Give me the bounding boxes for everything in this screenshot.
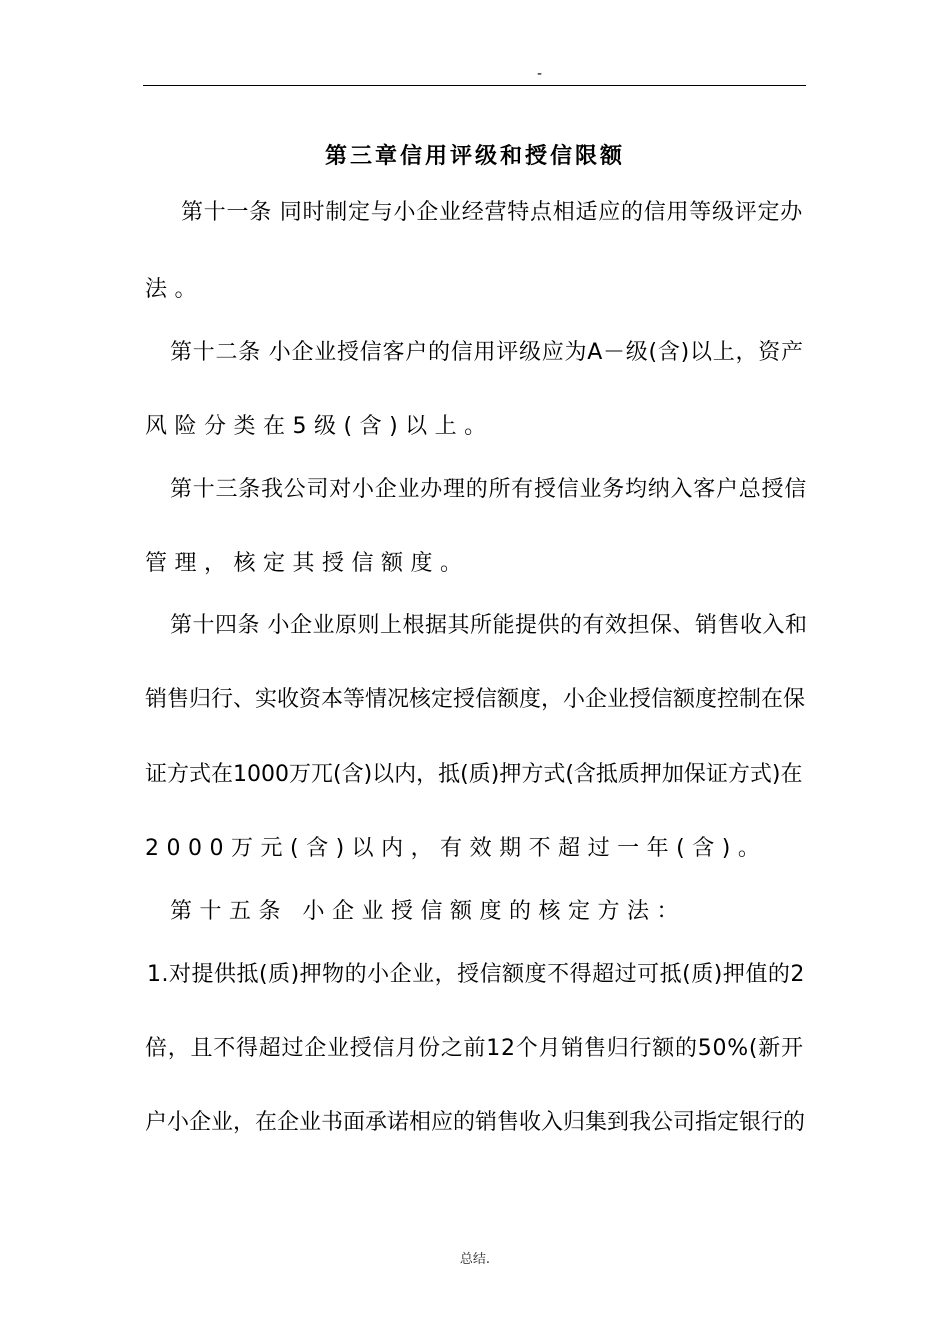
paragraph-line: 第十三条我公司对小企业办理的所有授信业务均纳入客户总授信	[170, 477, 808, 502]
paragraph-line: 2000万元(含)以内，有效期不超过一年(含)。	[145, 836, 768, 861]
header-mark: -	[537, 66, 543, 82]
paragraph-line: 管理，核定其授信额度。	[145, 551, 470, 576]
paragraph-line: 法。	[145, 277, 205, 302]
paragraph-line: 第十五条 小企业授信额度的核定方法：	[170, 899, 686, 924]
paragraph-line: 风险分类在5级(含)以上。	[145, 414, 494, 439]
paragraph-line: 第十二条 小企业授信客户的信用评级应为A－级(含)以上，资产	[170, 340, 804, 365]
paragraph-line: 销售归行、实收资本等情况核定授信额度，小企业授信额度控制在保	[145, 687, 806, 712]
footer-text: 总结.	[459, 1252, 491, 1267]
paragraph-line: 证方式在1000万兀(含)以内，抵(质)押方式(含抵质押加保证方式)在	[145, 762, 803, 787]
paragraph-line: 1.对提供抵(质)押物的小企业，授信额度不得超过可抵(质)押值的2	[147, 962, 805, 987]
paragraph-line: 户小企业，在企业书面承诺相应的销售收入归集到我公司指定银行的	[145, 1110, 806, 1135]
paragraph-line: 倍，且不得超过企业授信月份之前12个月销售归行额的50%(新开	[145, 1036, 804, 1061]
paragraph-line: 第十一条 同时制定与小企业经营特点相适应的信用等级评定办	[181, 200, 803, 225]
header-rule	[143, 85, 806, 86]
paragraph-line: 第十四条 小企业原则上根据其所能提供的有效担保、销售收入和	[170, 613, 808, 638]
chapter-title: 第三章信用评级和授信限额	[324, 144, 625, 169]
